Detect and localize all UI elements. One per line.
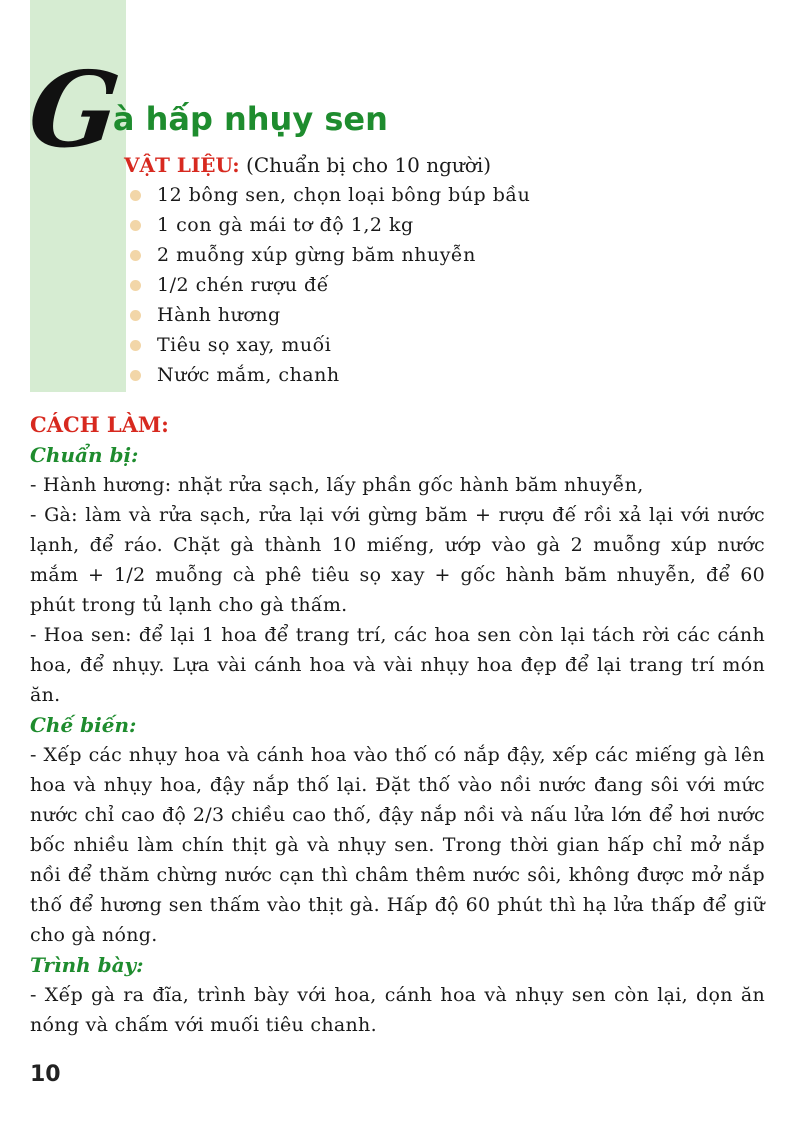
list-item xyxy=(124,240,744,270)
material-item-text: 2 muỗng xúp gừng băm nhuyễn xyxy=(157,244,476,266)
materials-section xyxy=(124,150,744,390)
material-item-text: 12 bông sen, chọn loại bông búp bầu xyxy=(157,184,531,206)
cooking-paragraph: - Xếp các nhụy hoa và cánh hoa vào thố có nắp đậy, xếp các miếng gà lên hoa và nhụy hoa, đậy nắp thố lại. Đặt thố vào nồi nước đang sôi với mức nước chỉ cao độ 2/3 chiều cao thố, đậy nắp nồi và nấu lửa lớn để hơi nước bốc nhiều làm chín thịt gà và nhụy sen. Trong thời gian hấp chỉ mở nắp nồi để thăm chừng nước cạn thì châm thêm nước sôi, không được mở nắp thố để hương sen thấm vào thịt gà. Hấp độ 60 phút thì hạ lửa thấp để giữ cho gà nóng. xyxy=(30,744,765,946)
materials-note: (Chuẩn bị cho 10 người) xyxy=(239,153,492,177)
list-item xyxy=(124,330,744,360)
title-text: à hấp nhụy sen xyxy=(112,100,388,138)
method-section xyxy=(30,410,765,1040)
material-item-text: 1 con gà mái tơ độ 1,2 kg xyxy=(157,214,414,236)
material-item-text: Tiêu sọ xay, muối xyxy=(157,334,332,356)
list-item xyxy=(124,210,744,240)
prep-heading: Chuẩn bị: xyxy=(30,443,139,467)
bullet-dot-icon xyxy=(130,220,141,231)
presentation-paragraph: - Xếp gà ra đĩa, trình bày với hoa, cánh hoa và nhụy sen còn lại, dọn ăn nóng và chấm với muối tiêu chanh. xyxy=(30,984,765,1036)
material-item-text: Hành hương xyxy=(157,304,281,326)
list-item xyxy=(124,300,744,330)
materials-list xyxy=(124,180,744,390)
material-item-text: 1/2 chén rượu đế xyxy=(157,274,329,296)
bullet-dot-icon xyxy=(130,370,141,381)
material-item-text: Nước mắm, chanh xyxy=(157,364,340,386)
materials-heading xyxy=(124,150,744,180)
bullet-dot-icon xyxy=(130,310,141,321)
cooking-heading: Chế biến: xyxy=(30,713,137,737)
page-number: 10 xyxy=(30,1062,61,1087)
prep-paragraph: - Gà: làm và rửa sạch, rửa lại với gừng băm + rượu đế rồi xả lại với nước lạnh, để ráo. Chặt gà thành 10 miếng, ướp vào gà 2 muỗng xúp nước mắm + 1/2 muỗng cà phê tiêu sọ xay + gốc hành băm nhuyễn, để 60 phút trong tủ lạnh cho gà thấm. xyxy=(30,504,765,616)
list-item xyxy=(124,360,744,390)
list-item xyxy=(124,270,744,300)
bullet-dot-icon xyxy=(130,280,141,291)
prep-paragraph: - Hoa sen: để lại 1 hoa để trang trí, các hoa sen còn lại tách rời các cánh hoa, để nhụy. Lựa vài cánh hoa và vài nhụy hoa đẹp để lại trang trí món ăn. xyxy=(30,624,765,706)
presentation-heading: Trình bày: xyxy=(30,953,144,977)
prep-paragraph: - Hành hương: nhặt rửa sạch, lấy phần gốc hành băm nhuyễn, xyxy=(30,474,644,496)
method-heading: CÁCH LÀM: xyxy=(30,412,169,437)
bullet-dot-icon xyxy=(130,340,141,351)
bullet-dot-icon xyxy=(130,250,141,261)
materials-label: VẬT LIỆU: xyxy=(124,153,240,177)
title-drop-cap: G xyxy=(23,48,126,171)
bullet-dot-icon xyxy=(130,190,141,201)
list-item xyxy=(124,180,744,210)
